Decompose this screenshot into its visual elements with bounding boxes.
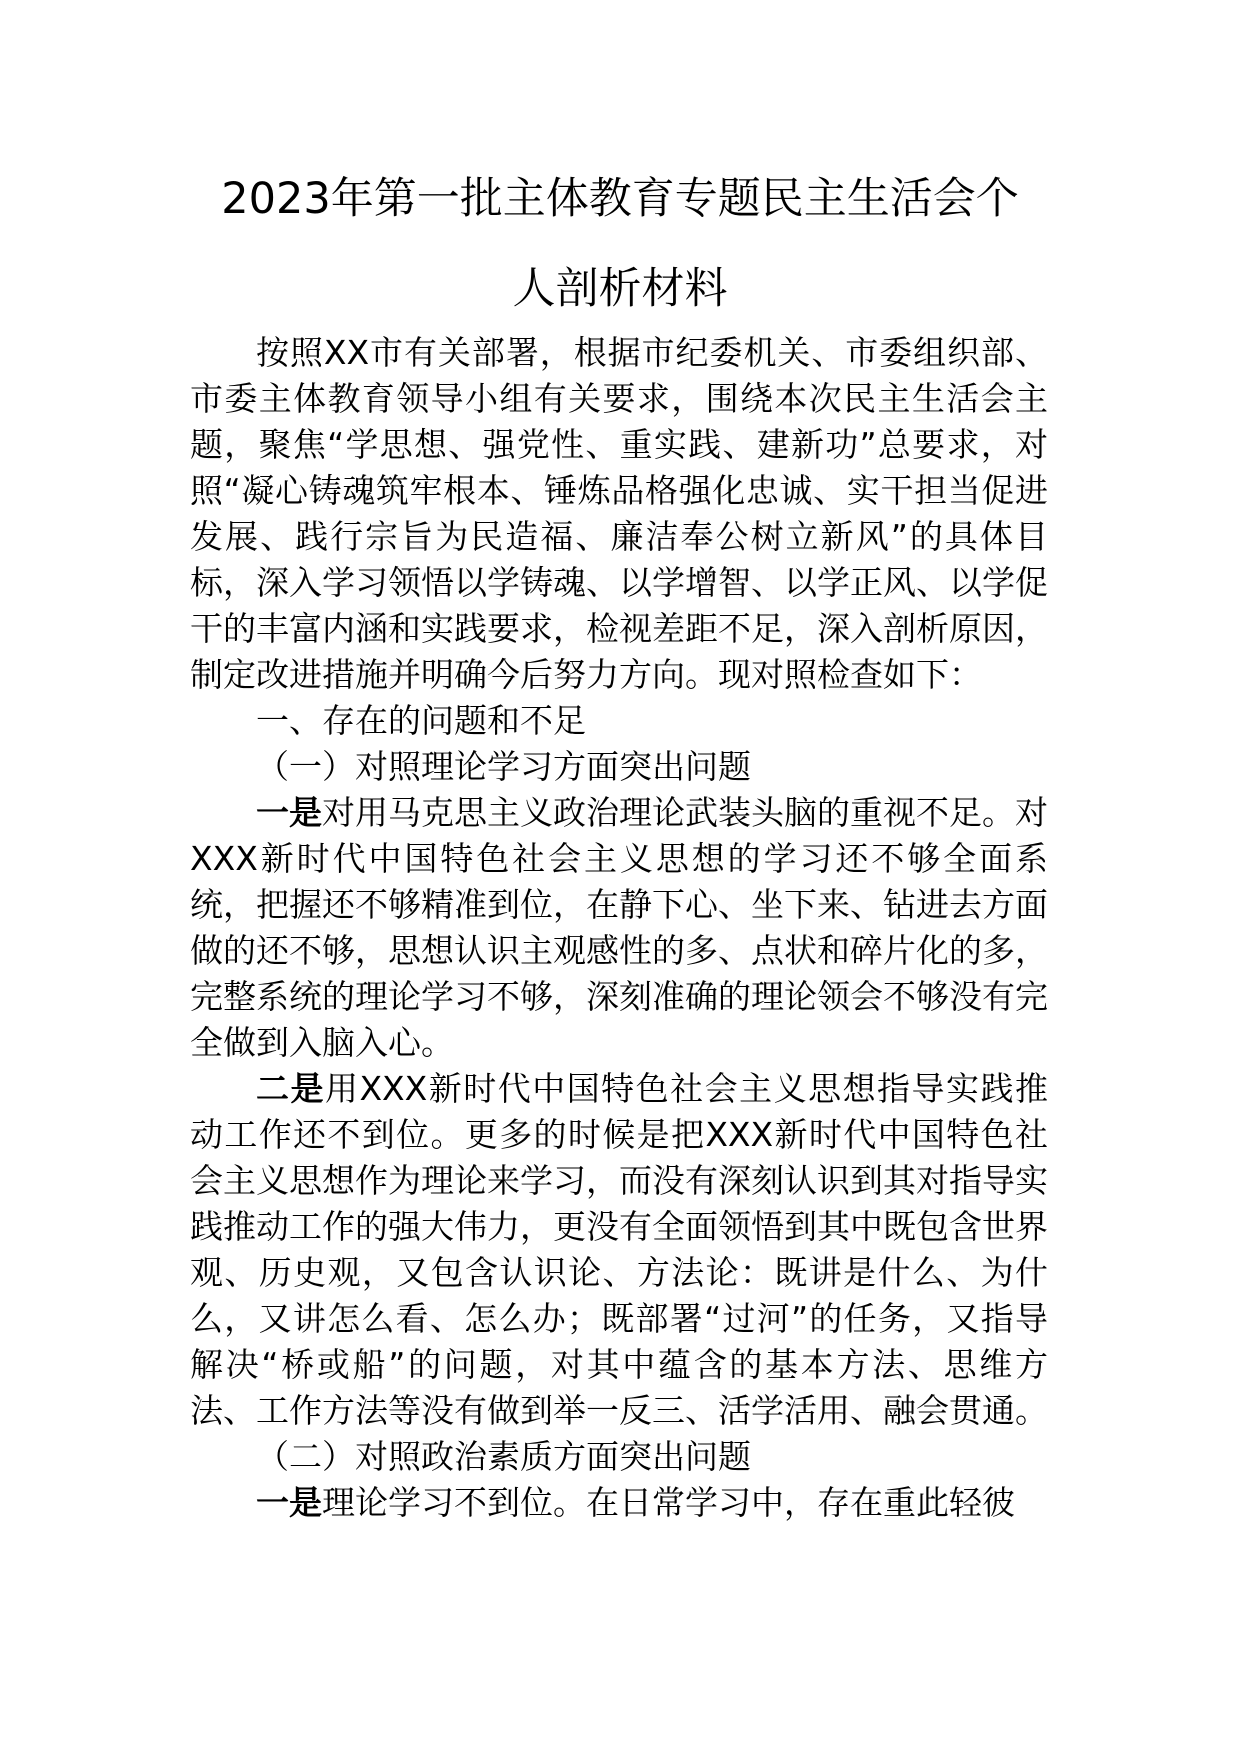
section-heading-problems: 一、存在的问题和不足: [256, 701, 586, 740]
subsection-heading-politics: （二）对照政治素质方面突出问题: [256, 1437, 751, 1476]
paragraph-lead: 二是: [256, 1069, 325, 1108]
paragraph-lead: 一是: [256, 1483, 322, 1522]
document-body: [190, 330, 1048, 1526]
document-title-line1: 2023年第一批主体教育专题民主生活会个: [221, 174, 1019, 224]
theory-paragraph-1: [190, 790, 1048, 1066]
paragraph-lead: 一是: [256, 793, 322, 832]
paragraph-text: 用XXX新时代中国特色社会主义思想指导实践推动工作还不到位。更多的时候是把XXX新时代中国特色社会主义思想作为理论来学习，而没有深刻认识到其对指导实践推动工作的强大伟力，更没有全面领悟到其中既包含世界观、历史观，又包含认识论、方法论：既讲是什么、为什么，又讲怎么看、怎么办；既部署“过河”的任务，又指导解决“桥或船”的问题，对其中蕴含的基本方法、思维方法、工作方法等没有做到举一反三、活学活用、融会贯通。: [190, 1069, 1048, 1430]
paragraph-text: 对用马克思主义政治理论武装头脑的重视不足。对XXX新时代中国特色社会主义思想的学习还不够全面系统，把握还不够精准到位，在静下心、坐下来、钻进去方面做的还不够，思想认识主观感性的多、点状和碎片化的多，完整系统的理论学习不够，深刻准确的理论领会不够没有完全做到入脑入心。: [190, 793, 1048, 1062]
subsection-heading-theory: （一）对照理论学习方面突出问题: [256, 747, 751, 786]
paragraph-text: 理论学习不到位。在日常学习中，存在重此轻彼: [322, 1483, 1015, 1522]
politics-paragraph-1: [190, 1480, 1048, 1526]
theory-paragraph-2: [190, 1066, 1048, 1434]
document-title-line2: 人剖析材料: [512, 264, 728, 314]
intro-paragraph: 按照XX市有关部署，根据市纪委机关、市委组织部、市委主体教育领导小组有关要求，围绕本次民主生活会主题，聚焦“学思想、强党性、重实践、建新功”总要求，对照“凝心铸魂筑牢根本、锤炼品格强化忠诚、实干担当促进发展、践行宗旨为民造福、廉洁奉公树立新风”的具体目标，深入学习领悟以学铸魂、以学增智、以学正风、以学促干的丰富内涵和实践要求，检视差距不足，深入剖析原因，制定改进措施并明确今后努力方向。现对照检查如下：: [190, 333, 1048, 694]
